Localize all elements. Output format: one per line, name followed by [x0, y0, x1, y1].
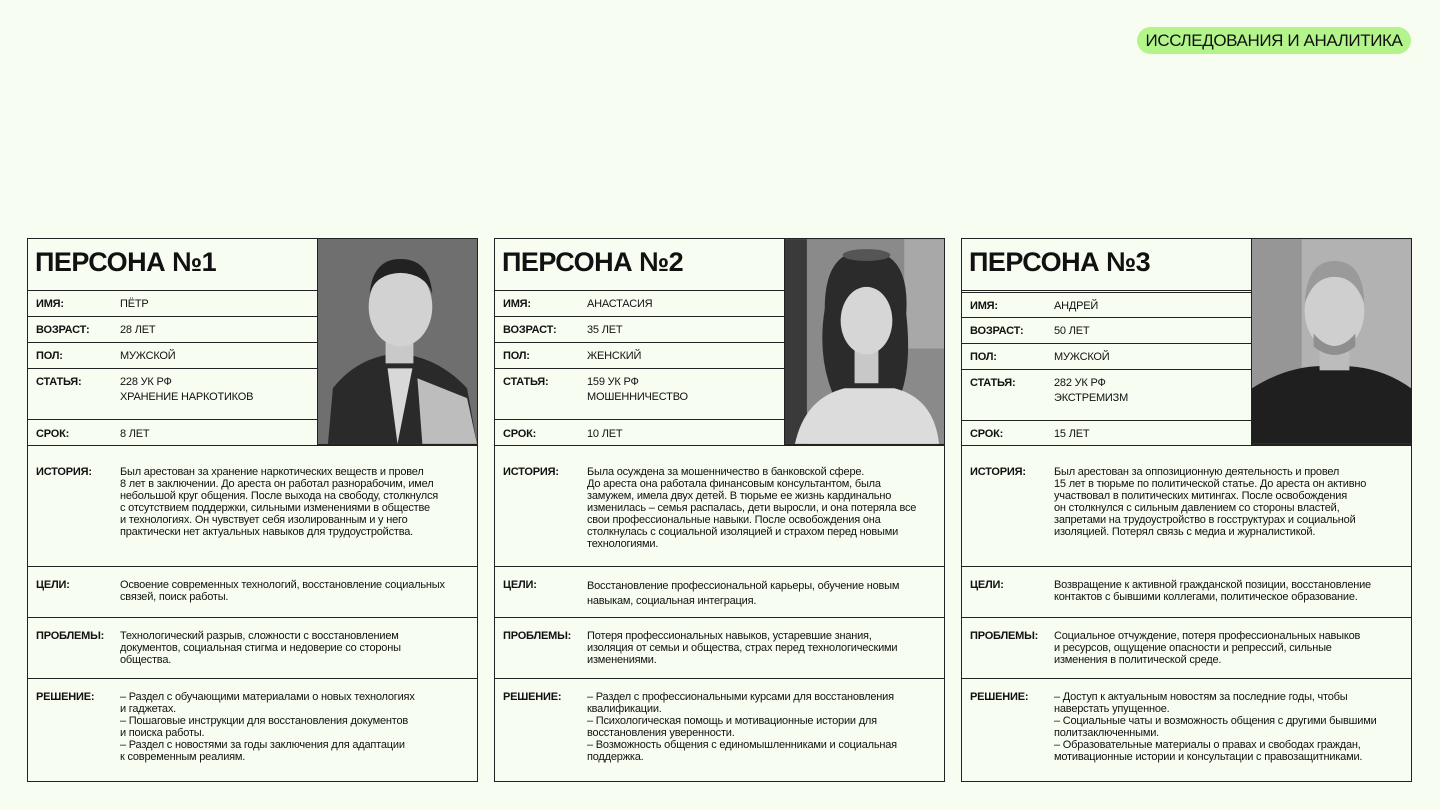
- solution-value: – Раздел с обучающими материалами о новых технологиях и гаджетах. – Пошаговые инструкции для восстановления документов и поиска работы. – Раздел с новостями за годы заключения для адаптации к современным реалиям.: [120, 691, 415, 763]
- name-value: АНДРЕЙ: [1054, 300, 1099, 312]
- field-gender: [28, 343, 318, 369]
- age-label: ВОЗРАСТ:: [970, 325, 1024, 337]
- field-goals: [962, 567, 1411, 618]
- age-value: 35 ЛЕТ: [587, 324, 623, 336]
- gender-value: МУЖСКОЙ: [120, 350, 176, 362]
- problems-value: Потеря профессиональных навыков, устаревшие знания, изоляция от семьи и общества, страх перед технологическими изменениями.: [587, 630, 898, 666]
- persona-card-2: [494, 238, 945, 782]
- article-code: 159 УК РФ: [587, 376, 639, 388]
- problems-label: ПРОБЛЕМЫ:: [503, 630, 572, 642]
- age-label: ВОЗРАСТ:: [36, 324, 90, 336]
- field-term: [495, 420, 785, 445]
- term-value: 8 ЛЕТ: [120, 428, 150, 440]
- article-name: МОШЕННИЧЕСТВО: [587, 391, 688, 403]
- field-article: [28, 369, 318, 420]
- term-value: 15 ЛЕТ: [1054, 428, 1090, 440]
- field-term: [962, 421, 1252, 446]
- field-age: [28, 317, 318, 343]
- persona-title: ПЕРСОНА №1: [28, 239, 318, 291]
- persona-card-1: [27, 238, 478, 782]
- person-photo-icon: [318, 239, 477, 444]
- field-gender: [962, 344, 1252, 370]
- name-label: ИМЯ:: [970, 300, 998, 312]
- field-name: [28, 291, 318, 317]
- article-label: СТАТЬЯ:: [503, 376, 549, 388]
- field-history: [495, 445, 944, 567]
- age-value: 50 ЛЕТ: [1054, 325, 1090, 337]
- term-label: СРОК:: [36, 428, 70, 440]
- field-problems: [28, 618, 477, 679]
- field-term: [28, 420, 318, 445]
- persona-photo: [1251, 239, 1411, 445]
- name-label: ИМЯ:: [36, 298, 64, 310]
- field-solution: [962, 679, 1411, 781]
- problems-label: ПРОБЛЕМЫ:: [36, 630, 105, 642]
- solution-label: РЕШЕНИЕ:: [36, 691, 95, 703]
- section-badge: ИССЛЕДОВАНИЯ И АНАЛИТИКА: [1137, 27, 1411, 54]
- age-value: 28 ЛЕТ: [120, 324, 156, 336]
- solution-label: РЕШЕНИЕ:: [970, 691, 1029, 703]
- persona-photo: [784, 239, 944, 445]
- gender-value: ЖЕНСКИЙ: [587, 350, 642, 362]
- goals-value: Возвращение к активной гражданской позиции, восстановление контактов с бывшими коллегами, политическое образование.: [1054, 579, 1371, 603]
- term-label: СРОК:: [503, 428, 537, 440]
- field-problems: [962, 618, 1411, 679]
- article-label: СТАТЬЯ:: [36, 376, 82, 388]
- problems-value: Технологический разрыв, сложности с восстановлением документов, социальная стигма и недоверие со стороны общества.: [120, 630, 401, 666]
- history-label: ИСТОРИЯ:: [503, 466, 559, 478]
- article-name: ЭКСТРЕМИЗМ: [1054, 392, 1129, 404]
- article-label: СТАТЬЯ:: [970, 377, 1016, 389]
- field-article: [495, 369, 785, 420]
- article-code: 282 УК РФ: [1054, 377, 1106, 389]
- person-photo-icon: [785, 239, 944, 444]
- persona-title: ПЕРСОНА №2: [495, 239, 785, 291]
- field-goals: [28, 567, 477, 618]
- field-age: [495, 317, 785, 343]
- field-history: [28, 445, 477, 567]
- gender-value: МУЖСКОЙ: [1054, 351, 1110, 363]
- field-name: [495, 291, 785, 317]
- problems-value: Социальное отчуждение, потеря профессиональных навыков и ресурсов, ощущение опасности и репрессий, сильные изменения в политической среде.: [1054, 630, 1361, 666]
- field-solution: [495, 679, 944, 781]
- history-value: Был арестован за оппозиционную деятельность и провел 15 лет в тюрьме по политической статье. До ареста он активно участвовал в политических митингах. После освобождения он столкнулся с сильным давлением со стороны властей, запретами на трудоустройство в госструктурах и социальной изоляцией. Потерял связь с медиа и журналистикой.: [1054, 466, 1367, 538]
- gender-label: ПОЛ:: [503, 350, 530, 362]
- article-name: ХРАНЕНИЕ НАРКОТИКОВ: [120, 391, 254, 403]
- field-age: [962, 318, 1252, 344]
- persona-title: ПЕРСОНА №3: [962, 239, 1252, 291]
- goals-label: ЦЕЛИ:: [36, 579, 70, 591]
- persona-photo: [317, 239, 477, 445]
- field-article: [962, 370, 1252, 421]
- goals-label: ЦЕЛИ:: [503, 579, 537, 591]
- gender-label: ПОЛ:: [970, 351, 997, 363]
- name-label: ИМЯ:: [503, 298, 531, 310]
- solution-value: – Доступ к актуальным новостям за последние годы, чтобы наверстать упущенное. – Социальные чаты и возможность общения с другими бывшими политзаключенными. – Образовательные материалы о правах и свободах граждан, мотивационные истории и консультации с правозащитниками.: [1054, 691, 1377, 763]
- problems-label: ПРОБЛЕМЫ:: [970, 630, 1039, 642]
- goals-value: Восстановление профессиональной карьеры, обучение новым навыкам, социальная интеграция.: [587, 580, 900, 607]
- name-value: АНАСТАСИЯ: [587, 298, 653, 310]
- history-label: ИСТОРИЯ:: [36, 466, 92, 478]
- person-photo-icon: [1252, 239, 1411, 444]
- goals-value: Освоение современных технологий, восстановление социальных связей, поиск работы.: [120, 579, 445, 603]
- field-goals: [495, 567, 944, 618]
- history-value: Был арестован за хранение наркотических веществ и провел 8 лет в заключении. До ареста он работал разнорабочим, имел небольшой круг общения. После выхода на свободу, столкнулся с отсутствием поддержки, сильными изменениями в обществе и технологиях. Он чувствует себя изолированным и у него практически нет актуальных навыков для трудоустройства.: [120, 466, 438, 538]
- solution-label: РЕШЕНИЕ:: [503, 691, 562, 703]
- article-code: 228 УК РФ: [120, 376, 172, 388]
- field-name: [962, 292, 1252, 318]
- persona-card-3: [961, 238, 1412, 782]
- field-history: [962, 445, 1411, 567]
- field-gender: [495, 343, 785, 369]
- age-label: ВОЗРАСТ:: [503, 324, 557, 336]
- goals-label: ЦЕЛИ:: [970, 579, 1004, 591]
- solution-value: – Раздел с профессиональными курсами для восстановления квалификации. – Психологическая помощь и мотивационные истории для восстановления уверенности. – Возможность общения с единомышленниками и социальная поддержка.: [587, 691, 897, 763]
- name-value: ПЁТР: [120, 298, 149, 310]
- history-label: ИСТОРИЯ:: [970, 466, 1026, 478]
- term-value: 10 ЛЕТ: [587, 428, 623, 440]
- gender-label: ПОЛ:: [36, 350, 63, 362]
- history-value: Была осуждена за мошенничество в банковской сфере. До ареста она работала финансовым консультантом, была замужем, имела двух детей. В тюрьме ее жизнь кардинально изменилась – семья распалась, дети выросли, и она потеряла все свои профессиональные навыки. После освобождения она столкнулась с социальной изоляцией и страхом перед новыми технологиями.: [587, 466, 917, 550]
- field-problems: [495, 618, 944, 679]
- field-solution: [28, 679, 477, 781]
- term-label: СРОК:: [970, 428, 1004, 440]
